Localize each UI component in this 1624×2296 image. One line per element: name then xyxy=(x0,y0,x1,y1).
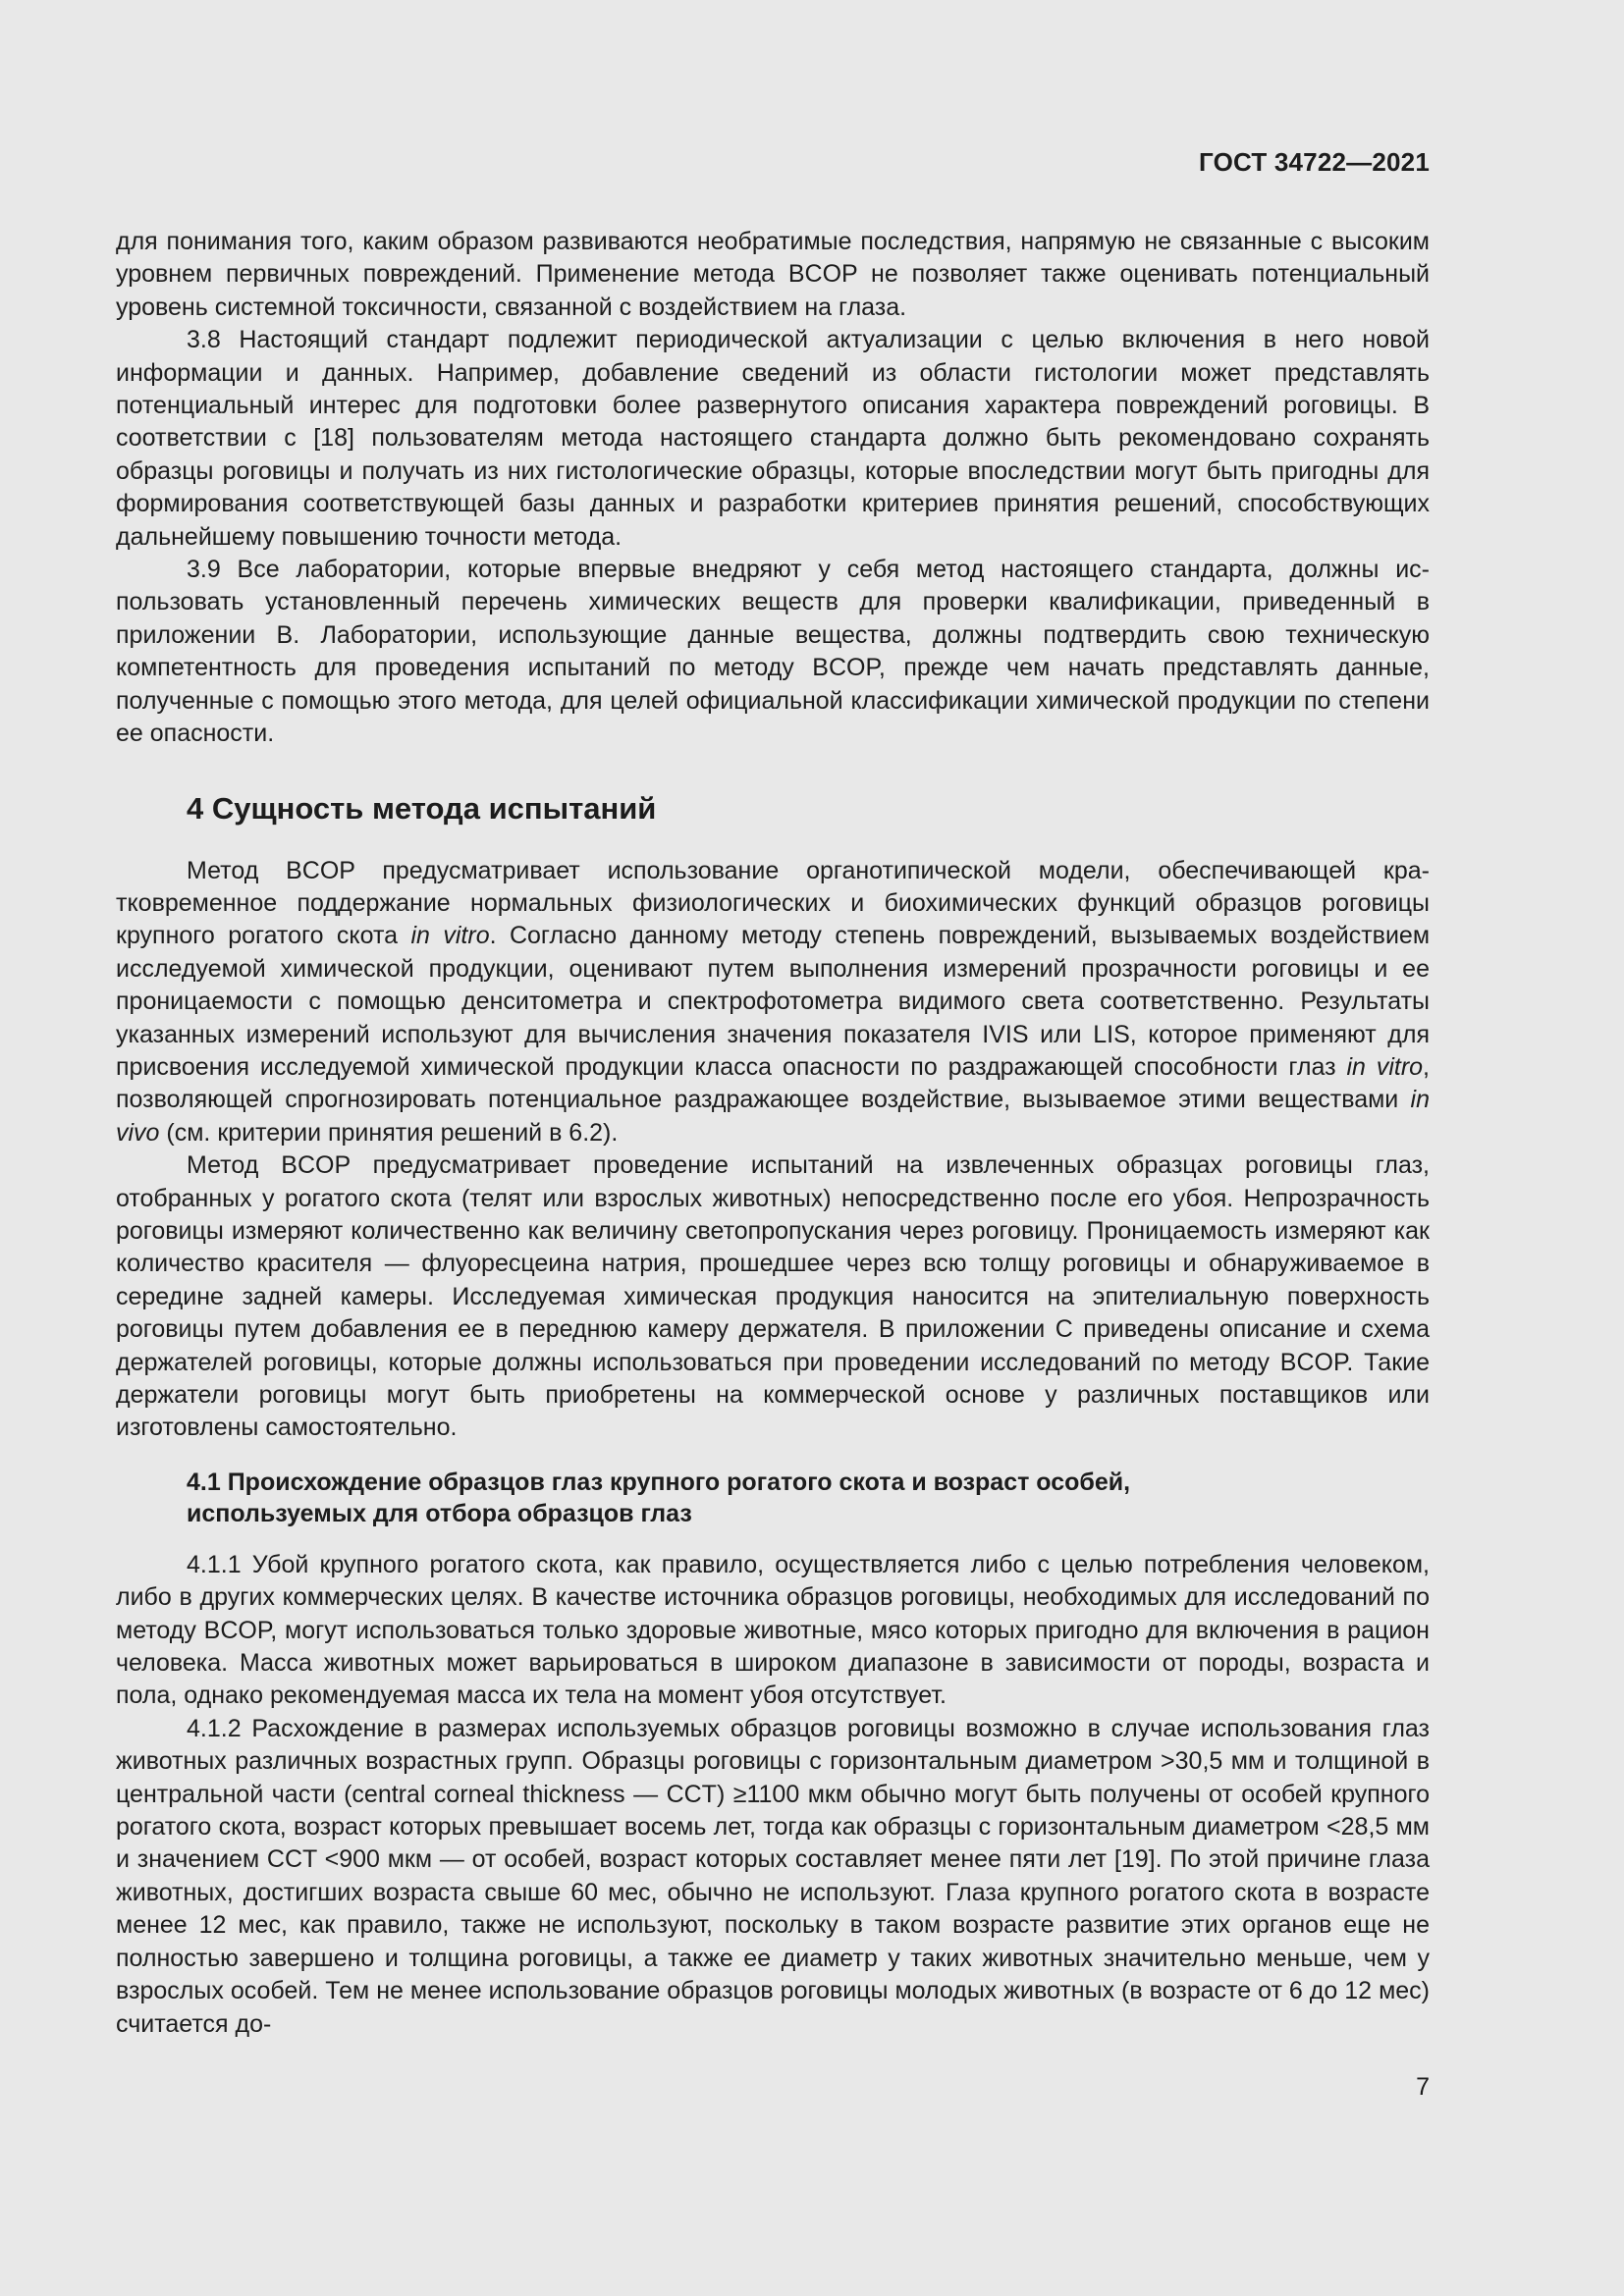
paragraph-3-8: 3.8 Настоящий стандарт подлежит периодической актуализации с целью включения в него новой информации и данных. Например, добавление сведений из области гистологии может представлять потенциальный интерес для подготовки более развернутого описания характера повреждений роговицы. В соответствии с [18] пользователям метода настоящего стандарта должно быть рекомендовано сохранять образцы роговицы и получать из них гистологические образцы, которые впоследствии могут быть пригодны для формирования соответствующей базы данных и разработки критериев принятия решений, способствующих дальнейшему повышению точности метода. xyxy=(116,326,1430,551)
text-run: (см. критерии принятия решений в 6.2). xyxy=(159,1118,619,1147)
text-run: . Согласно данному методу степень повреждений, вызываемых воздействием исследуемой химической продукции, оценивают путем выполнения измерений прозрачности роговицы и ее проницаемости с помощью денситометра и спектрофотометра видимого света соответственно. Результаты указанных измерений используют для вычисления значения показателя IVIS или LIS, которое применяют для присвоения исследуемой химической продукции класса опасности по раздражающей способности глаз xyxy=(116,922,1431,1081)
italic-term: in vivo xyxy=(116,1086,1430,1147)
section-4-heading: 4 Сущность метода испытаний xyxy=(187,790,657,826)
text-run: , позволяющей спрогнозировать потенциальное раздражающее воздействие, вызываемое этими веществами xyxy=(116,1052,1430,1114)
section-4-paragraph-1 xyxy=(116,855,1430,1150)
document-header: ГОСТ 34722—2021 xyxy=(1199,147,1430,177)
section-4-paragraph-2: Метод BCOP предусматривает проведение испытаний на извлеченных образцах роговицы глаз, отобранных у рогатого скота (телят или взрослых животных) непосредственно после его убоя. Непрозрачность роговицы измеряют количественно как величину светопропускания через роговицу. Проницаемость измеряют как количество красителя — флуоресцеина натрия, прошедшее через всю толщу роговицы и обнаруживаемое в середине задней камеры. Исследуемая химическая продукция наносится на эпителиальную поверхность роговицы путем добавления ее в переднюю камеру держателя. В приложении С приведены описание и схема держателей роговицы, которые должны использоваться при проведении исследований по методу BCOP. Такие держатели роговицы могут быть приобретены на коммерческой основе у различных поставщиков или изготовлены самостоятельно. xyxy=(116,1151,1430,1442)
document-body xyxy=(116,226,1430,2041)
heading-line-1: 4.1 Происхождение образцов глаз крупного рогатого скота и возраст особей, xyxy=(187,1468,1131,1496)
page-number: 7 xyxy=(1416,2073,1430,2101)
italic-term: in vitro xyxy=(1346,1052,1424,1081)
text-run: Метод BCOP предусматривает использование органотипической модели, обеспечивающей кратковременное поддержание нормальных физиологических и биохимических функций образцов роговицы крупного рогатого скота xyxy=(116,856,1430,950)
paragraph-4-1-2: 4.1.2 Расхождение в размерах используемых образцов роговицы возможно в случае использования глаз животных различных возрастных групп. Образцы роговицы с горизонтальным диаметром >30,5 мм и толщиной в центральной части (central corneal thickness — CCT) ≥1100 мкм обычно могут быть получены от особей крупного рогатого скота, возраст которых превышает восемь лет, тогда как образцы с горизонтальным диаметром <28,5 мм и значением CCT <900 мкм — от особей, возраст которых составляет менее пяти лет [19]. По этой причине глаза животных, достигших возраста свыше 60 мес, обычно не используют. Глаза крупного рогатого скота в возрасте менее 12 мес, как правило, также не используют, поскольку в таком возрасте развитие этих органов еще не полностью завершено и толщина роговицы, а также ее диаметр у таких животных значительно меньше, чем у взрослых особей. Тем не менее использование образцов роговицы молодых животных (в возрасте от 6 до 12 мес) считается до- xyxy=(116,1714,1430,2038)
paragraph-4-1-1: 4.1.1 Убой крупного рогатого скота, как правило, осуществляется либо с целью потребления человеком, либо в других коммерческих целях. В качестве источника образцов роговицы, необходимых для исследований по методу BCOP, могут использоваться только здоровые животные, мясо которых пригодно для включения в рацион человека. Масса животных может варьироваться в широком диапазоне в зависимости от породы, возраста и пола, однако рекомендуемая масса их тела на момент убоя отсутствует. xyxy=(116,1550,1430,1710)
paragraph-3-9: 3.9 Все лаборатории, которые впервые внедряют у себя метод настоящего стандарта, должны использовать установленный перечень химических веществ для проверки квалификации, приведенный в приложении В. Лаборатории, использующие данные вещества, должны подтвердить свою техническую компетентность для проведения испытаний по методу BCOP, прежде чем начать представлять данные, полученные с помощью этого метода, для целей официальной классификации химической продукции по степени ее опасности. xyxy=(116,556,1430,748)
document-page xyxy=(116,0,1430,2296)
paragraph-continuation: для понимания того, каким образом развиваются необратимые последствия, напрямую не связанные с высоким уровнем первичных повреждений. Применение метода BCOP не позволяет также оценивать потенциальный уровень системной токсичности, связанной с воздействием на глаза. xyxy=(116,228,1430,321)
italic-term: in vitro xyxy=(410,922,490,950)
section-4-1-heading xyxy=(187,1467,1430,1529)
heading-line-2: используемых для отбора образцов глаз xyxy=(187,1499,692,1527)
